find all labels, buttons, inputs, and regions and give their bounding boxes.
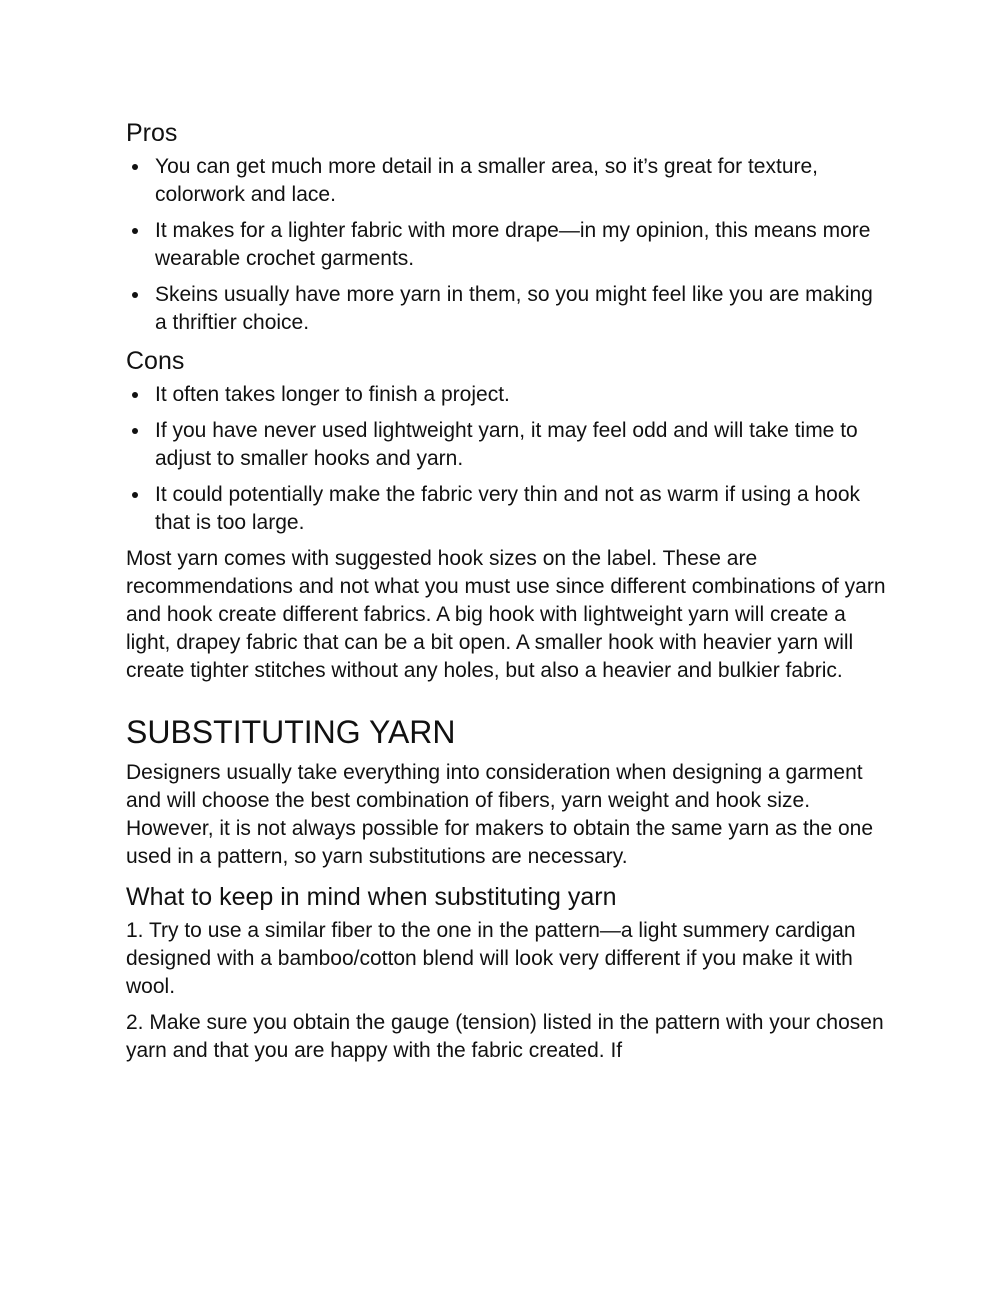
substituting-intro: Designers usually take everything into consideration when designing a garment and will choose the best combination of fibers, yarn weight and hook size. However, it is not always possible for makers to obtain the same yarn as the one used in a pattern, so yarn substitutions are necessary. [126, 761, 874, 868]
cons-item: It could potentially make the fabric very thin and not as warm if using a hook that is too large. [126, 481, 886, 537]
cons-heading: Cons [126, 347, 185, 375]
page-content [126, 117, 886, 1073]
cons-item: If you have never used lightweight yarn, it may feel odd and will take time to adjust to smaller hooks and yarn. [126, 417, 886, 473]
pros-item: You can get much more detail in a smaller area, so it’s great for texture, colorwork and lace. [126, 153, 886, 209]
pros-item: It makes for a lighter fabric with more drape—in my opinion, this means more wearable crochet garments. [126, 217, 886, 273]
hook-size-paragraph: Most yarn comes with suggested hook sizes on the label. These are recommendations and not what you must use since different combinations of yarn and hook create different fabrics. A big hook with lightweight yarn will create a light, drapey fabric that can be a bit open. A smaller hook with heavier yarn will create tighter stitches without any holes, but also a heavier and bulkier fabric. [126, 547, 886, 682]
step-item: 2. Make sure you obtain the gauge (tension) listed in the pattern with your chosen yarn and that you are happy with the fabric created. If [126, 1011, 884, 1062]
cons-list [126, 381, 886, 537]
pros-item: Skeins usually have more yarn in them, so you might feel like you are making a thriftier choice. [126, 281, 886, 337]
section-heading: SUBSTITUTING YARN [126, 714, 456, 750]
pros-list [126, 153, 886, 337]
step-item: 1. Try to use a similar fiber to the one in the pattern—a light summery cardigan designed with a bamboo/cotton blend will look very different if you make it with wool. [126, 919, 856, 998]
cons-item: It often takes longer to finish a project. [126, 381, 886, 409]
subsection-heading: What to keep in mind when substituting yarn [126, 883, 617, 911]
pros-heading: Pros [126, 119, 178, 147]
